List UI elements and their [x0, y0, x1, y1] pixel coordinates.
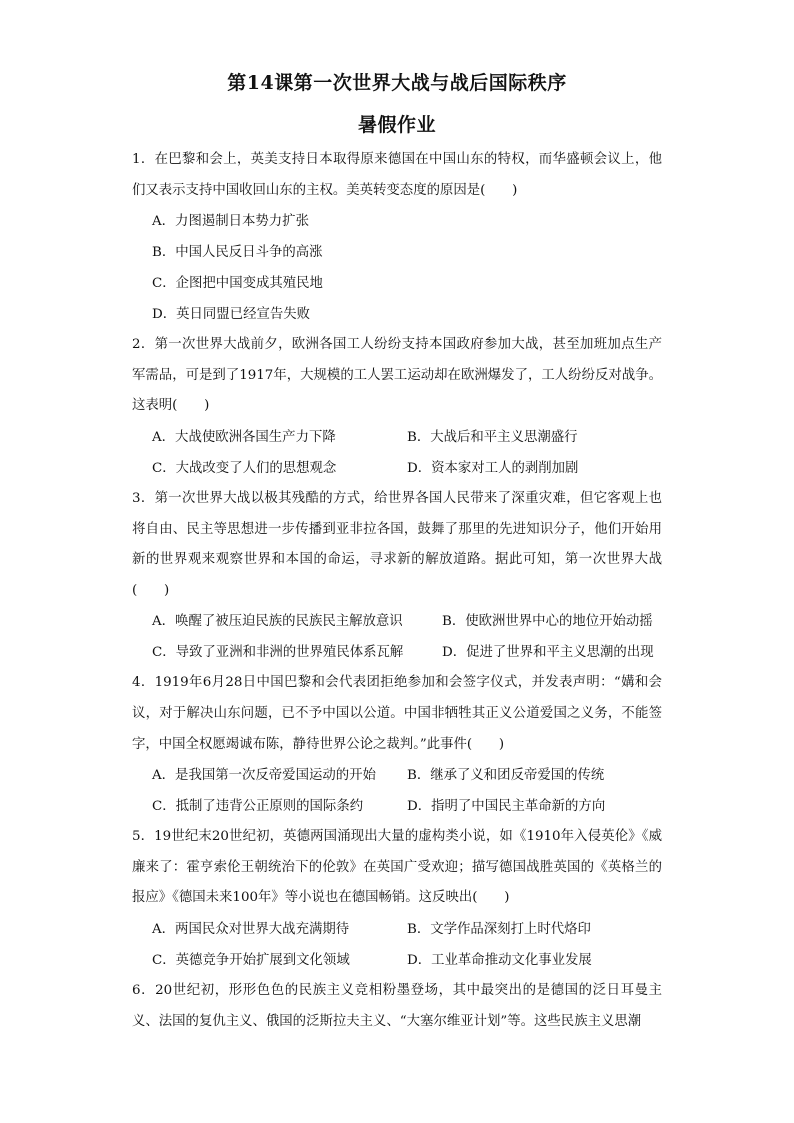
option-b: B．中国人民反日斗争的高涨 — [152, 245, 323, 261]
question-list — [132, 145, 662, 1037]
option-d: D．促进了世界和平主义思潮的出现 — [442, 645, 654, 661]
option-row — [132, 237, 662, 268]
option-c: C．导致了亚洲和非洲的世界殖民体系瓦解 — [152, 645, 404, 661]
option-c: C．大战改变了人们的思想观念 — [152, 460, 337, 476]
option-d: D．工业革命推动文化事业发展 — [407, 952, 592, 968]
question-stem: 5．19世纪末20世纪初，英德两国涌现出大量的虚构类小说，如《1910年入侵英伦》《威廉来了：霍亨索伦王朝统治下的伦敦》在英国广受欢迎；描写德国战胜英国的《英格兰的报应》《德国未来100年》等小说也在德国畅销。这反映出( ) — [132, 829, 662, 906]
option-b: B．继承了义和团反帝爱国的传统 — [407, 768, 605, 784]
option-row — [132, 299, 662, 330]
option-row — [132, 422, 662, 453]
question-stem: 2．第一次世界大战前夕，欧洲各国工人纷纷支持本国政府参加大战，甚至加班加点生产军需品，可是到了1917年，大规模的工人罢工运动却在欧洲爆发了，工人纷纷反对战争。这表明( ) — [132, 337, 662, 414]
option-b: B．文学作品深刻打上时代烙印 — [407, 921, 591, 937]
option-row — [132, 453, 662, 484]
option-b: B．大战后和平主义思潮盛行 — [407, 429, 578, 445]
question-stem: 4．1919年6月28日中国巴黎和会代表团拒绝参加和会签字仪式，并发表声明：“媾和会议，对于解决山东问题，已不予中国以公道。中国非牺牲其正义公道爱国之义务，不能签字，中国全权愿竭诚布陈，静待世界公论之裁判。”此事件( ) — [132, 675, 662, 752]
option-row — [132, 914, 662, 945]
option-a: A．大战使欧洲各国生产力下降 — [152, 429, 336, 445]
question-2 — [132, 330, 662, 484]
page-subtitle: 暑假作业 — [357, 114, 436, 136]
option-a: A．力图遏制日本势力扩张 — [152, 214, 309, 230]
question-stem: 6．20世纪初，形形色色的民族主义竞相粉墨登场，其中最突出的是德国的泛日耳曼主义、法国的复仇主义、俄国的泛斯拉夫主义、“大塞尔维亚计划”等。这些民族主义思潮 — [132, 982, 662, 1029]
question-4 — [132, 668, 662, 822]
question-3 — [132, 484, 662, 668]
option-c: C．抵制了违背公正原则的国际条约 — [152, 799, 364, 815]
question-6 — [132, 976, 662, 1037]
option-a: A．两国民众对世界大战充满期待 — [152, 921, 350, 937]
option-b: B．使欧洲世界中心的地位开始动摇 — [442, 614, 653, 630]
question-stem: 3．第一次世界大战以极其残酷的方式，给世界各国人民带来了深重灾难，但它客观上也将自由、民主等思想进一步传播到亚非拉各国，鼓舞了那里的先进知识分子，他们开始用新的世界观来观察世界和本国的命运，寻求新的解放道路。据此可知，第一次世界大战( ) — [132, 490, 662, 598]
option-row — [132, 760, 662, 791]
option-d: D．英日同盟已经宣告失败 — [152, 307, 311, 323]
option-row — [132, 637, 662, 668]
question-stem: 1．在巴黎和会上，英美支持日本取得原来德国在中国山东的特权，而华盛顿会议上，他们又表示支持中国收回山东的主权。美英转变态度的原因是( ) — [132, 152, 662, 198]
option-a: A．是我国第一次反帝爱国运动的开始 — [152, 768, 376, 784]
option-c: C．英德竞争开始扩展到文化领域 — [152, 952, 350, 968]
option-row — [132, 791, 662, 822]
option-a: A．唤醒了被压迫民族的民族民主解放意识 — [152, 614, 403, 630]
page-title: 第14课第一次世界大战与战后国际秩序 — [227, 72, 567, 94]
option-d: D．指明了中国民主革命新的方向 — [407, 799, 606, 815]
option-row — [132, 606, 662, 637]
option-row — [132, 945, 662, 976]
option-d: D．资本家对工人的剥削加剧 — [407, 460, 579, 476]
option-row — [132, 206, 662, 237]
question-1 — [132, 145, 662, 330]
option-row — [132, 268, 662, 299]
question-5 — [132, 822, 662, 976]
option-c: C．企图把中国变成其殖民地 — [152, 276, 323, 292]
